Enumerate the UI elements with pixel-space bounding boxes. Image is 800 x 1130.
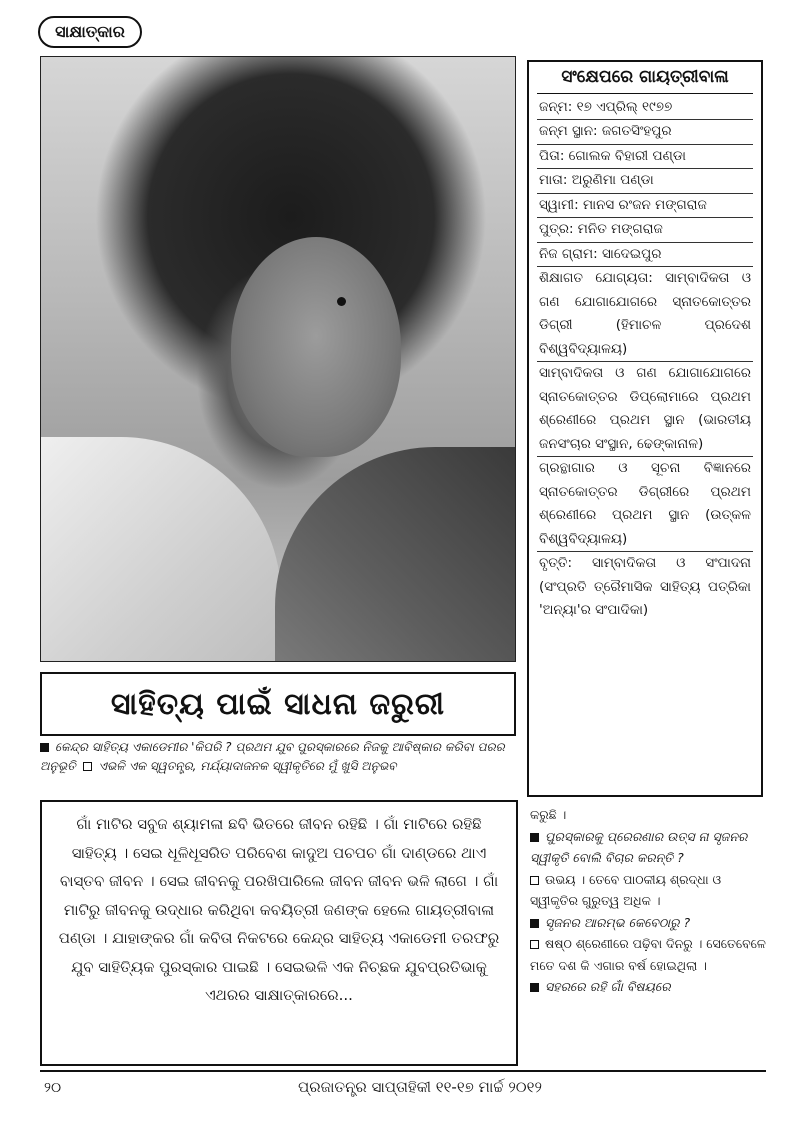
question-marker-icon <box>530 833 539 842</box>
sidebar-line-village: ନିଜ ଗ୍ରାମ: ସାଦେଇପୁର <box>537 243 753 268</box>
sidebar-block-education: ଶିକ୍ଷାଗତ ଯୋଗ୍ୟତା: ସାମ୍ବାଦିକତା ଓ ଗଣ ଯୋଗାଯୋଗରେ ସ୍ନାତକୋତ୍ତର ଡିଗ୍ରୀ (ହିମାଚଳ ପ୍ରଦେଶ ବିଶ୍ୱବିଦ୍ୟାଳୟ) <box>537 267 753 362</box>
publication-line: ପ୍ରଜାତନ୍ତ୍ର ସାପ୍ତାହିକୀ ୧୧-୧୭ ମାର୍ଚ୍ଚ ୨୦୧୨ <box>298 1078 542 1096</box>
section-tag: ସାକ୍ଷାତ୍କାର <box>38 16 142 48</box>
sidebar-line-husband: ସ୍ୱାମୀ: ମାନସ ରଂଜନ ମଙ୍ଗରାଜ <box>537 194 753 219</box>
sidebar-title: ସଂକ୍ଷେପରେ ଗାୟତ୍ରୀବାଳା <box>537 66 753 94</box>
sidebar-line-father: ପିତା: ଗୋଲକ ବିହାରୀ ପଣ୍ଡା <box>537 145 753 170</box>
photo-bindi <box>337 297 346 306</box>
intro-box: ଗାଁ ମାଟିର ସବୁଜ ଶ୍ୟାମଳା ଛବି ଭିତରେ ଜୀବନ ରହିଛି । ଗାଁ ମାଟିରେ ରହିଛି ସାହିତ୍ୟ । ସେଇ ଧୂଳିଧୂସରିତ ପରିବେଶ କାଦୁଅ ପଚପଚ ଗାଁ ଦାଣ୍ଡରେ ଥାଏ ବାସ୍ତବ ଜୀବନ । ସେଇ ଜୀବନକୁ ପରଖିପାରିଲେ ଜୀବନ ଜୀବନ ଭଳି ଲାଗେ । ଗାଁ ମାଟିରୁ ଜୀବନକୁ ଉଦ୍ଧାର କରିଥିବା କବୟିତ୍ରୀ ଜଣଙ୍କ ହେଲେ ଗାୟତ୍ରୀବାଳା ପଣ୍ଡା । ଯାହାଙ୍କର ଗାଁ କବିତା ନିକଟରେ କେନ୍ଦ୍ର ସାହିତ୍ୟ ଏକାଡେମୀ ତରଫରୁ ଯୁବ ସାହିତ୍ୟିକ ପୁରସ୍କାର ପାଇଛି । ସେଇଭଳି ଏକ ନିଚ୍ଛକ ଯୁବପ୍ରତିଭାକୁ ଏଥରର ସାକ୍ଷାତ୍କାରରେ... <box>40 800 518 1066</box>
qa-right-answer-0: କରୁଛି । <box>530 807 567 822</box>
sidebar-block-diploma: ସାମ୍ବାଦିକତା ଓ ଗଣ ଯୋଗାଯୋଗରେ ସ୍ନାତକୋତ୍ତର ଡିପ୍ଲୋମାରେ ପ୍ରଥମ ଶ୍ରେଣୀରେ ପ୍ରଥମ ସ୍ଥାନ (ଭାରତୀୟ ଜନସଂଚାର ସଂସ୍ଥାନ, ଢେଙ୍କାନାଳ) <box>537 362 753 457</box>
profile-sidebar <box>527 60 763 797</box>
sidebar-line-birth: ଜନ୍ମ: ୧୭ ଏପ୍ରିଲ୍ ୧୯୭୭ <box>537 96 753 121</box>
qa-right-answer-2: ଷଷ୍ଠ ଶ୍ରେଣୀରେ ପଢ଼ିବା ଦିନରୁ । ସେତେବେଳେ ମତେ ଦଶ କି ଏଗାର ବର୍ଷ ହୋଇଥିଲା । <box>530 936 766 973</box>
sidebar-line-birthplace: ଜନ୍ମ ସ୍ଥାନ: ଜଗତସିଂହପୁର <box>537 120 753 145</box>
answer-marker-icon <box>530 876 539 885</box>
footer-rule <box>40 1070 766 1072</box>
page-number: ୨୦ <box>44 1080 62 1096</box>
sidebar-line-mother: ମାତା: ଅରୁଣିମା ପଣ୍ଡା <box>537 169 753 194</box>
headline: ସାହିତ୍ୟ ପାଇଁ ସାଧନା ଜରୁରୀ <box>40 672 516 736</box>
qa-top-answer: ଏଭଳି ଏକ ସ୍ୱତନ୍ତ୍ର, ମର୍ଯ୍ୟାଦାଜନକ ସ୍ୱୀକୃତିରେ ମୁଁ ଖୁସି ଅନୁଭବ <box>98 759 397 773</box>
photo-face <box>231 237 401 457</box>
qa-right-answer-1: ଉଭୟ । ତେବେ ପାଠକୀୟ ଶ୍ରଦ୍ଧା ଓ ସ୍ୱୀକୃତିର ଗୁରୁତ୍ୱ ଅଧିକ । <box>530 871 722 908</box>
qa-right-question-1: ପୁରସ୍କାରକୁ ପ୍ରେରଣାର ଉତ୍ସ ନା ସୃଜନର ସ୍ୱୀକୃତି ବୋଲି ବିଚାର କରନ୍ତି ? <box>530 828 748 865</box>
question-marker-icon <box>530 919 539 928</box>
answer-marker-icon <box>530 940 539 949</box>
sidebar-line-son: ପୁତ୍ର: ମନିତ ମଙ୍ଗରାଜ <box>537 218 753 243</box>
qa-right-question-3: ସହରରେ ରହି ଗାଁ ବିଷୟରେ <box>545 979 671 994</box>
photo-shoulder-right <box>275 447 515 662</box>
qa-top-question: କେନ୍ଦ୍ର ସାହିତ୍ୟ ଏକାଡେମୀର 'କିପରି ? ପ୍ରଥମ ଯୁବ ପୁରସ୍କାରରେ ନିଜକୁ ଆବିଷ୍କାର କରିବା ପରର ଅନୁଭୂତି <box>40 740 505 773</box>
sidebar-block-library-science: ଗ୍ରନ୍ଥାଗାର ଓ ସୂଚନା ବିଜ୍ଞାନରେ ସ୍ନାତକୋତ୍ତର ଡିଗ୍ରୀରେ ପ୍ରଥମ ଶ୍ରେଣୀରେ ପ୍ରଥମ ସ୍ଥାନ (ଉତ୍କଳ ବିଶ୍ୱବିଦ୍ୟାଳୟ) <box>537 457 753 552</box>
sidebar-block-profession: ବୃତ୍ତି: ସାମ୍ବାଦିକତା ଓ ସଂପାଦନା (ସଂପ୍ରତି ତ୍ରୈମାସିକ ସାହିତ୍ୟ ପତ୍ରିକା 'ଅନ୍ୟା'ର ସଂପାଦିକା) <box>539 555 751 618</box>
question-marker-icon <box>40 743 49 752</box>
question-marker-icon <box>530 983 539 992</box>
qa-top <box>40 738 518 798</box>
qa-right-column <box>530 804 766 1066</box>
portrait-photo <box>40 56 516 662</box>
answer-marker-icon <box>83 762 92 771</box>
photo-shoulder-left <box>41 437 281 662</box>
qa-right-question-2: ସୃଜନର ଆରମ୍ଭ କେବେଠାରୁ ? <box>545 914 691 930</box>
